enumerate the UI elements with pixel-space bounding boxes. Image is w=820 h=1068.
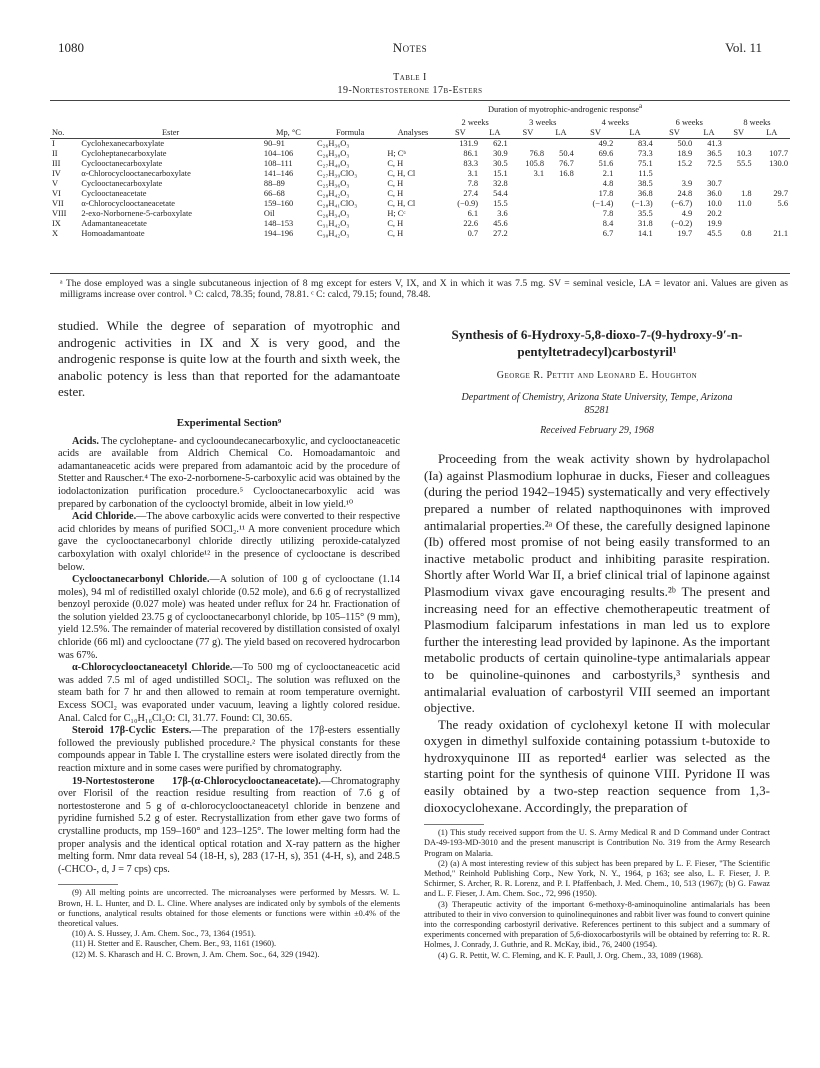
table-cell: C₂₈H₄₁ClO₃ [316,199,358,208]
duration-header: Duration of myotrophic-androgenic response$^a$ [488,102,643,114]
table-cell: C₂₆H₃₈O₃ [316,149,350,158]
table-cell: (−0.9) [457,199,479,208]
table-cell: 76.8 [529,149,545,158]
column-header-row [50,128,790,139]
table-cell: Oil [263,209,275,218]
table-cell: 30.9 [493,149,508,158]
table-cell: 36.5 [707,149,722,158]
table-cell [510,229,546,239]
table-cell: (−1.4) [592,199,614,208]
table-cell: α-Chlorocyclooctaneacetate [81,199,175,208]
table-cell: 73.3 [638,149,653,158]
table-cell: 130.0 [769,159,788,168]
table-row [50,159,790,169]
article-affiliation: Department of Chemistry, Arizona State University, Tempe, Arizona 85281 [461,391,733,416]
table-cell: 50.0 [677,139,693,148]
table-cell: Homoadamantoate [81,229,145,238]
left-notes [58,888,400,959]
note-11: (11) H. Stetter and E. Rauscher, Chem. Ber., 93, 1161 (1960). [72,939,277,949]
table-cell: 159–160 [263,199,294,208]
table-cell: 0.7 [467,229,479,238]
table-cell: 5.6 [777,199,788,208]
table-cell: II [52,149,58,158]
table-cell: 35.5 [638,209,653,218]
page-number: 1080 [58,40,84,55]
body-paragraph-2: The ready oxidation of cyclohexyl ketone II with molecular oxygen in dimethyl sulfoxide containing potassium t-butoxide to hydroxyquinone III as reported⁴ earlier was selected as the starting point for the synthesis of quinone VIII. Pyridone II was easily obtained by a two-step reaction sequence from 1,3-dioxocyclohexane. Accordingly, the preparation of [424,716,770,815]
col-la: LA [766,128,778,137]
table-cell: (−6.7) [671,199,693,208]
table-row [50,139,790,150]
table-cell: 21.1 [773,229,788,238]
article-title: Synthesis of 6-Hydroxy-5,8-dioxo-7-(9-hydroxy-9′-n-pentyltetradecyl)carbostyril¹ [451,327,743,359]
col-ester: Ester [162,128,180,137]
table-cell: H; Cᵇ [387,149,406,158]
table-cell: 11.5 [638,169,653,178]
table-cell: 19.9 [707,219,722,228]
table-cell: 30.5 [493,159,508,168]
table-cell: 14.1 [638,229,653,238]
table-cell: 51.6 [598,159,614,168]
table-cell: (−0.2) [671,219,693,228]
table-cell [510,189,546,199]
col-formula: Formula [335,128,365,137]
table-cell: C, H, Cl [387,169,416,178]
weeks-2: 2 weeks [461,118,489,127]
table-cell [510,179,546,189]
alpha-head: α-Chlorocyclooctaneacetyl Chloride. [72,662,233,674]
table-cell: C₃₁H₄₂O₃ [316,219,350,228]
acids-head: Acids. [72,435,99,447]
note-9: (9) All melting points are uncorrected. The microanalyses were performed by Messrs. W. L. Brown, H. L. Hunter, and D. L. Cline. Where analyses are indicated only by symbols of the elements or functions, analytical results obtained for those elements or functions were within ±0.4% of the theoretical values. [58,888,400,928]
col-sv: SV [454,128,466,137]
table-bottom-rule [50,273,790,274]
table-cell: 30.7 [707,179,722,188]
table-cell: C₂₆H₃₄O₃ [316,209,350,218]
table-cell [724,139,754,150]
table-cell: 6.7 [602,229,614,238]
table-cell: 108–111 [263,159,293,168]
table-cell [546,229,576,239]
table-cell: C₂₆H₃₆O₃ [316,139,350,148]
chloride-paragraph: Acid Chloride.—The above carboxylic acids were converted to their respective acid chlorides by means of purified SOCl₂.¹¹ A more convenient procedure which gave the cyclooctanecarbonyl chloride directly utilizing peroxide-catalyzed carboxylation with oxalyl chloride¹² in the presence of cyclooctane is described below. [58,511,400,573]
table-cell: 3.1 [467,169,479,178]
table-cell: 45.6 [493,219,508,228]
table-cell: 10.3 [736,149,752,158]
table-cell: 27.4 [463,189,479,198]
table-cell: C₂₇H₄₀O₃ [316,159,350,168]
received-date: Received February 29, 1968 [540,424,654,436]
table-cell: C₂₅H₃₆O₃ [316,179,350,188]
table-cell: 131.9 [459,139,479,148]
table-cell [510,199,546,209]
steroid-paragraph: Steroid 17β-Cyclic Esters.—The preparation of the 17β-esters essentially followed the previously published procedure.² The physical constants for these compounds appear in Table I. The crystalline esters were isolated directly from the reaction mixture and in some cases were purified by chromatography. [58,725,400,774]
table-cell: IV [52,169,61,178]
table-row [50,149,790,159]
table-cell: 62.1 [493,139,508,148]
table-cell: VI [52,189,61,198]
chloride-head: Acid Chloride. [72,511,137,523]
table-cell [724,209,754,219]
table-cell: 36.8 [638,189,653,198]
table-cell [546,219,576,229]
table-cell [546,139,576,150]
table-cell: 107.7 [769,149,788,158]
acids-paragraph: Acids. The cycloheptane- and cyclooundecanecarboxylic, and cyclooctaneacetic acids are available from Aldrich Chemical Co. Homoadamantoic and adamantaneacetic acids were prepared from adamantoic acid by the procedure of Stetter and Rauscher.⁴ The exo-2-norbornene-5-carboxylic acid was obtained by the iodolactonization purification procedure.⁵ Cyclooctanecarboxylic acid was prepared by carbonation of the cyclooctyl bromide, albeit in low yield.¹⁰ [58,435,400,510]
note-10: (10) A. S. Hussey, J. Am. Chem. Soc., 73, 1364 (1951). [72,929,256,939]
table-cell [546,189,576,199]
table-cell: 4.9 [681,209,693,218]
table-cell: 41.3 [707,139,722,148]
table-cell: C, H [387,159,404,168]
col-la: LA [703,128,715,137]
table-cell: 104–106 [263,149,294,158]
note-3: (3) Therapeutic activity of the important 6-methoxy-8-aminoquinoline antimalarials has been attributed to their in vivo conversion to quinolinequinones and rabbit liver was found to convert quinine into the corresponding carbostyril derivative. References pertinent to this subject and a summary of experiments concerned with preparation of 5,6-dioxocarbostyrils will be obtained by referring to: R. R. Holmes, J. Conrady, J. Guthrie, and R. McKay, ibid., 76, 2400 (1954). [424,899,770,950]
table-cell: Cycloheptanecarboxylate [81,149,167,158]
table-cell: 7.8 [467,179,479,188]
table-cell: C, H, Cl [387,199,416,208]
table-cell [724,169,754,179]
table-subtitle: 19-Nortestosterone 17β-Esters [337,85,483,96]
right-column [424,326,770,961]
table-footnote: ᵃ The dose employed was a single subcutaneous injection of 8 mg except for esters V, IX, and X in which it was 7.5 mg. SV = seminal vesicle, LA = levator ani. Values are given as milligrams increase over control. ᵇ C: calcd, 78.35; found, 78.81. ᶜ C: calcd, 79.15; found, 78.48. [60,278,788,300]
col-la: LA [555,128,567,137]
table-cell: 24.8 [677,189,693,198]
table-row [50,219,790,229]
col-no: No. [52,128,65,137]
table-cell: 38.5 [638,179,653,188]
table-cell: Cyclooctaneacetate [81,189,147,198]
table-cell: IX [52,219,61,228]
table-cell: 20.2 [707,209,722,218]
table-row [50,189,790,199]
table-cell: 11.0 [737,199,752,208]
table-cell: 7.8 [602,209,614,218]
weeks-8: 8 weeks [743,118,771,127]
table-cell: 15.1 [493,169,508,178]
table-cell [754,219,790,229]
table-top-rule [50,100,790,101]
table-cell: C₂₇H₃₉ClO₃ [316,169,358,178]
table-cell: C, H [387,189,404,198]
table-cell: 27.2 [493,229,508,238]
table-cell: 88–89 [263,179,285,188]
table-cell: 2.1 [602,169,614,178]
table-cell: C, H [387,219,404,228]
note-2: (2) (a) A most interesting review of this subject has been prepared by L. F. Fieser, "The Scientific Method," Reinhold Publishing Corp., New York, N. Y., 1964, p 163; see also, L. F. Fieser, J. P. Schirmer, S. Archer, R. R. Lorenz, and P. I. Pfaffenbach, J. Med. Chem., 10, 513 (1967); (b) G. Fawaz and L. F. Fieser, J. Am. Chem. Soc., 72, 996 (1950). [424,858,770,899]
table-cell: 6.1 [467,209,479,218]
alpha-paragraph: α-Chlorocyclooctaneacetyl Chloride.—To 500 mg of cyclooctaneacetic acid was added 7.5 ml of aged undistilled SOCl₂. The solution was refluxed on the steam bath for 7 hr and then allowed to remain at room temperature overnight. Excess SOCl₂ was evaporated under vacuum, leaving a lightly colored residue. Anal. Calcd for C₁₀H₁₆Cl₂O: Cl, 31.77. Found: Cl, 30.65. [58,662,401,724]
article-authors: George R. Pettit and Leonard E. Houghton [496,370,698,381]
table-cell: 3.9 [681,179,693,188]
table-cell: 29.7 [773,189,788,198]
table-cell: 19.7 [677,229,693,238]
table-cell: Cyclooctanecarboxylate [81,159,163,168]
cocl-head: Cyclooctanecarbonyl Chloride. [72,574,210,586]
table-cell: 54.4 [493,189,508,198]
table-row [50,199,790,209]
table-cell: 32.8 [493,179,508,188]
col-la: LA [629,128,641,137]
table-cell: 1.8 [741,189,752,198]
volume-label: Vol. 11 [725,40,762,55]
table-cell: 31.8 [638,219,653,228]
table-row [50,229,790,239]
table-cell [754,179,790,189]
table-cell: 105.8 [525,159,545,168]
col-sv: SV [590,128,601,137]
table-cell: 17.8 [598,189,614,198]
table-cell: 15.5 [493,199,508,208]
col-analyses: Analyses [397,128,429,137]
table-cell: 10.0 [707,199,722,208]
table-cell [754,169,790,179]
table-cell: 66–68 [263,189,285,198]
left-column [58,318,400,960]
table-cell [724,179,754,189]
right-notes [424,828,770,961]
body-paragraph-1: Proceeding from the weak activity shown by hydrolapachol (Ia) against Plasmodium lophurae in ducks, Fieser and colleagues (during the period 1942–1945) systematically and very effectively prepared a number of related napthoquinones with improved antimalarial properties.²ᵃ Of these, the carefully designed lapinone (Ib) offered most promise of not being easily transformed to an inactive metabolic product and inhibiting parasite respiration. Shortly after World War II, a brief clinical trial of lapinone against Plasmodium vivax gave encouraging results.²ᵇ The present and increasing need for an effective chemotherapeutic treatment of Plasmodium falciparum infestations in man led us to explore further the interesting lead provided by lapinone. As the important metabolic products of certain quinoline-type antimalarials appear to be quinoline-quinones and carbostyrils,³ synthesis and antimalarial evaluation of carbostyril VIII seemed an important objective. [424,451,770,716]
table-cell: 22.6 [463,219,479,228]
table-cell: 72.5 [707,159,722,168]
table-cell [754,139,790,150]
table-cell: 8.4 [602,219,614,228]
table-row [50,169,790,179]
weeks-3: 3 weeks [529,118,557,127]
table-cell: X [52,229,59,238]
table-cell: 141–146 [263,169,294,178]
table-row [50,179,790,189]
table-cell: Cyclooctanecarboxylate [81,179,163,188]
right-notes-rule [424,824,484,825]
running-head: Notes [392,40,428,55]
nort-head: 19-Nortestosterone 17β-(α-Chlorocyclooctaneacetate). [72,775,321,787]
table-cell [510,209,546,219]
steroid-head: Steroid 17β-Cyclic Esters. [72,725,192,737]
table-cell: α-Chlorocyclooctanecarboxylate [81,169,191,178]
table-cell: 83.4 [638,139,653,148]
cocl-paragraph: Cyclooctanecarbonyl Chloride.—A solution of 100 g of cyclooctane (1.14 moles), 94 ml of redistilled oxalyl chloride (0.52 mole), and 6.6 g of recrystallized benzoyl peroxide (0.027 mole) was heated under reflux for 24 hr. Fractionation of the solution yielded 23.75 g of cyclooctanecarbonyl chloride, bp 105–115° (9 mm), yield 12.5%. The remainder of material recovered by distillation consisted of oxalyl chloride (66 ml) and cyclooctane (77 g). The yield based on recovered hydrocarbon was 67%. [58,574,400,661]
table-cell: 50.4 [559,149,574,158]
table-row [50,209,790,219]
table-cell: H; Cᶜ [387,209,406,218]
table-cell: 3.1 [533,169,545,178]
table-cell: VII [52,199,64,208]
col-sv: SV [522,128,534,137]
table-cell: 49.2 [598,139,614,148]
table-cell: 18.9 [677,149,693,158]
note-4: (4) G. R. Pettit, W. C. Fleming, and K. F. Paull, J. Org. Chem., 33, 1089 (1968). [438,950,703,960]
table-cell: III [52,159,61,168]
table-cell: C, H [387,229,404,238]
table-cell: V [52,179,59,188]
table-title: Table I [393,72,427,83]
table-cell: 69.6 [598,149,614,158]
col-sv: SV [733,128,745,137]
esters-table [50,118,790,239]
col-sv: SV [669,128,680,137]
table-cell: Cyclohexanecarboxylate [81,139,165,148]
table-cell: C₃₀H₄₂O₃ [316,229,350,238]
experimental-heading: Experimental Section⁹ [176,416,282,429]
note-12: (12) M. S. Kharasch and H. C. Brown, J. Am. Chem. Soc., 64, 329 (1942). [72,949,320,959]
table-cell: 0.8 [741,229,752,238]
table-cell: 36.0 [707,189,722,198]
table-cell [655,169,694,179]
table-cell: 76.7 [559,159,574,168]
table-cell: 45.5 [707,229,722,238]
table-cell: 90–91 [263,139,285,148]
table-cell [724,219,754,229]
table-cell: 194–196 [263,229,294,238]
left-notes-rule [58,884,118,885]
table-cell [546,179,576,189]
table-cell: 4.8 [602,179,614,188]
table-cell [546,199,576,209]
table-cell: 3.6 [497,209,508,218]
table-cell: C₂₈H₄₂O₃ [316,189,350,198]
table-cell: 2-exo-Norbornene-5-carboxylate [81,209,193,218]
table-cell: 15.2 [677,159,693,168]
table-cell: C, H [387,179,404,188]
intro-paragraph: studied. While the degree of separation of myotrophic and androgenic activities in IX and X is very good, and the androgenic response is quite low at the fourth and sixth week, the anabolic potency is less than that reported for the adamantoate ester. [58,318,400,400]
table-cell [694,169,724,179]
table-cell: VIII [52,209,67,218]
table-cell: 75.1 [638,159,653,168]
table-cell [510,139,546,150]
table-cell: I [52,139,55,148]
table-cell [385,139,440,150]
table-cell: 55.5 [736,159,752,168]
table-cell: Adamantaneacetate [81,219,147,228]
col-mp: Mp, °C [276,128,301,137]
table-cell [754,209,790,219]
table-cell [546,209,576,219]
table-cell: 86.1 [463,149,479,158]
table-cell: 148–153 [263,219,294,228]
nort-paragraph: 19-Nortestosterone 17β-(α-Chlorocyclooctaneacetate).—Chromatography over Florisil of the reaction residue resulting from reaction of 7.6 g of nortestosterone and 5 g of α-chlorocyclooctaneacetyl chloride in benzene and pyridine furnished 5.2 g of ester. Recrystallization from ether gave two forms of crystalline products, mp 159–160° and 123–125°. The lower melting form had the proper analysis and the identical optical rotation and X-ray pattern as the higher melting form. Nmr data reveal 54 (18-H, s), 283 (17-H, s), 351 (4-H, s), and 248.5 (-CHCO-, d, J = 7 cps) cps. [58,775,400,875]
note-1: (1) This study received support from the U. S. Army Medical R and D Command under Contract DA-49-193-MD-3010 and the present manuscript is Contribution No. 319 from the Army Research Program on Malaria. [424,828,770,858]
table-cell: 83.3 [463,159,479,168]
table-cell: (−1.3) [631,199,653,208]
table-cell [510,219,546,229]
weeks-6: 6 weeks [675,118,703,127]
weeks-4: 4 weeks [601,118,629,127]
table-cell: 16.8 [559,169,574,178]
weeks-header-row [50,118,790,128]
col-la: LA [489,128,501,137]
